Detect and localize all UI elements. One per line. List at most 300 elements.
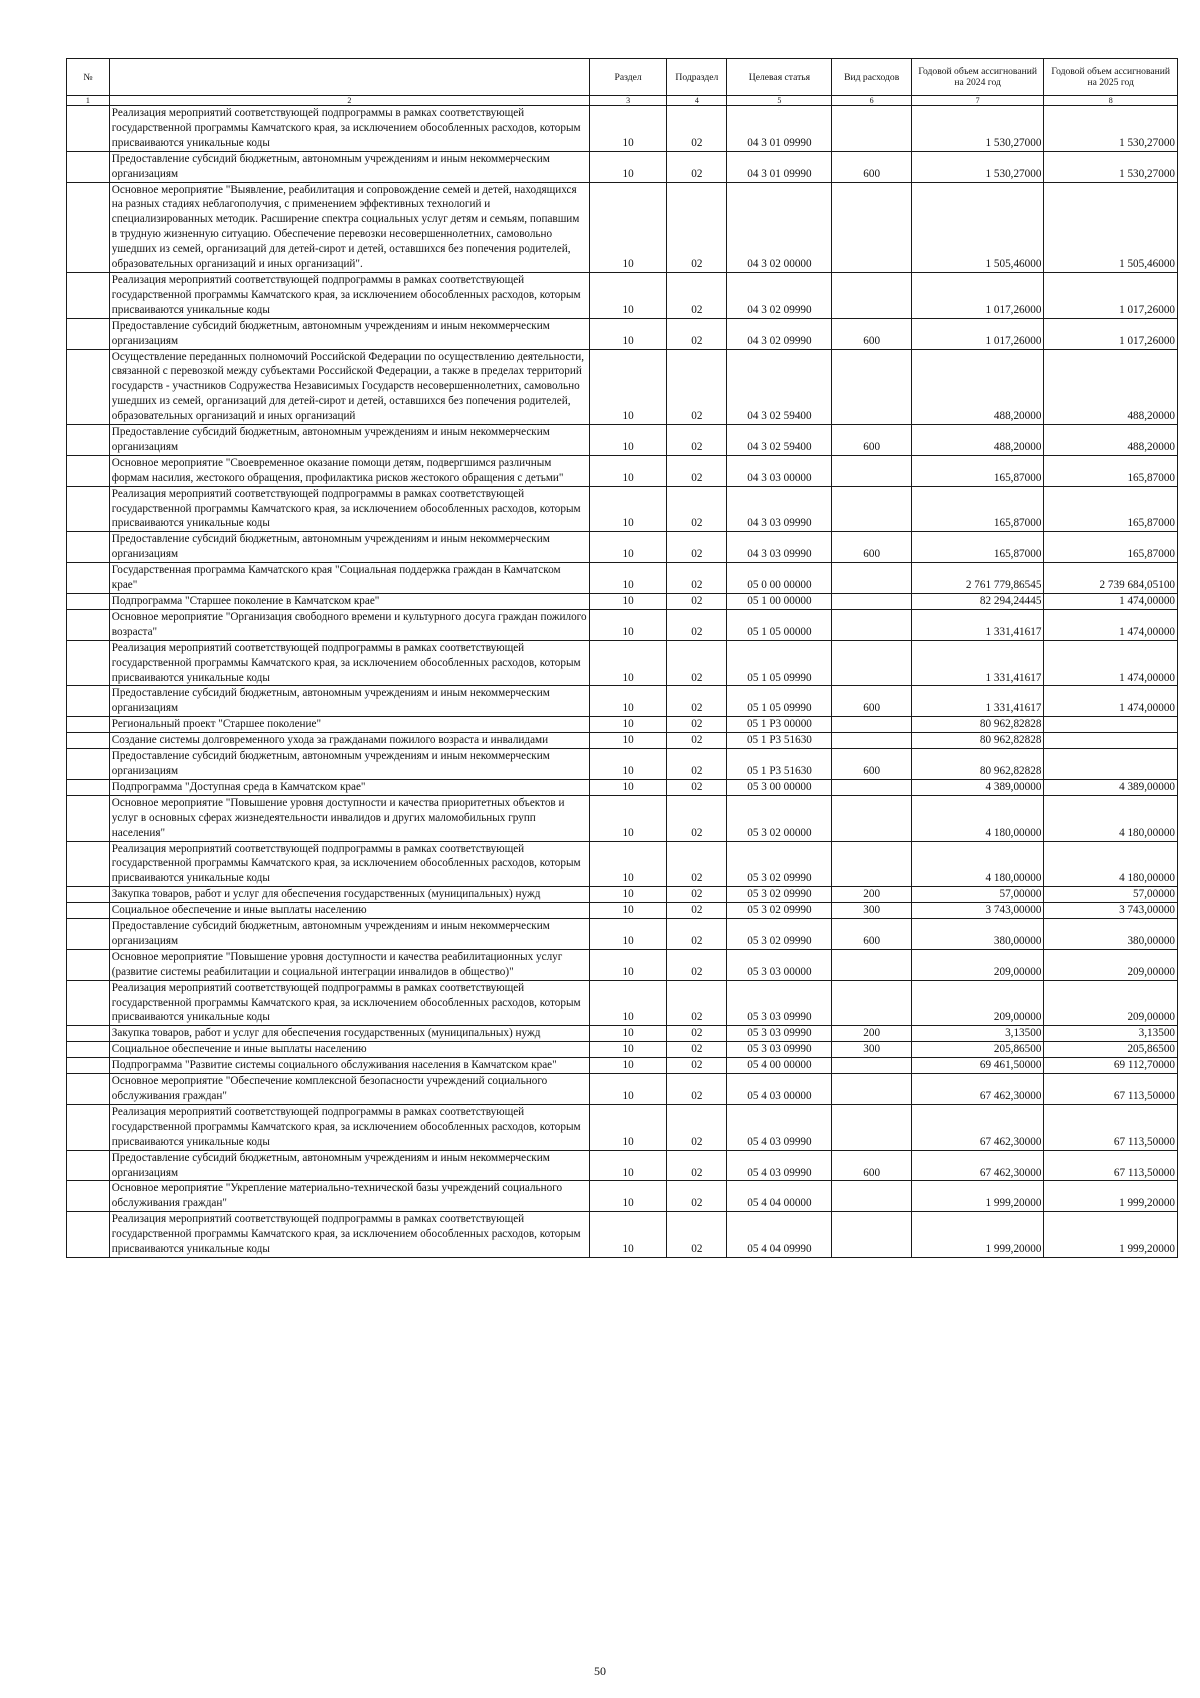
- row-expense-type-cell: [832, 563, 912, 594]
- row-expense-type-cell: 600: [832, 532, 912, 563]
- row-number-cell: [67, 318, 110, 349]
- row-razdel-cell: 10: [589, 455, 666, 486]
- row-target-article-cell: 05 3 03 00000: [727, 949, 832, 980]
- row-podrazdel-cell: 02: [667, 425, 727, 456]
- row-amount-2024-cell: 209,00000: [911, 980, 1044, 1026]
- row-amount-2024-cell: 488,20000: [911, 425, 1044, 456]
- row-razdel-cell: 10: [589, 106, 666, 152]
- row-number-cell: [67, 486, 110, 532]
- row-amount-2024-cell: 80 962,82828: [911, 717, 1044, 733]
- row-name-cell: Основное мероприятие "Повышение уровня доступности и качества приоритетных объектов и услуг в основных сферах жизнедеятельности инвалидов и других маломобильных групп населения": [109, 795, 589, 841]
- row-number-cell: [67, 749, 110, 780]
- row-amount-2025-cell: 1 505,46000: [1044, 182, 1178, 272]
- row-target-article-cell: 05 3 03 09990: [727, 1042, 832, 1058]
- row-expense-type-cell: [832, 182, 912, 272]
- row-name-cell: Реализация мероприятий соответствующей подпрограммы в рамках соответствующей государственной программы Камчатского края, за исключением обособленных расходов, которым присваиваются уникальные коды: [109, 841, 589, 887]
- row-podrazdel-cell: 02: [667, 1212, 727, 1258]
- row-amount-2025-cell: 3,13500: [1044, 1026, 1178, 1042]
- row-number-cell: [67, 594, 110, 610]
- row-expense-type-cell: 600: [832, 749, 912, 780]
- row-amount-2024-cell: 69 461,50000: [911, 1058, 1044, 1074]
- row-number-cell: [67, 532, 110, 563]
- row-podrazdel-cell: 02: [667, 841, 727, 887]
- row-amount-2025-cell: [1044, 717, 1178, 733]
- row-amount-2025-cell: 209,00000: [1044, 980, 1178, 1026]
- row-target-article-cell: 05 1 P3 51630: [727, 733, 832, 749]
- row-target-article-cell: 05 4 03 09990: [727, 1150, 832, 1181]
- table-row: [67, 749, 1178, 780]
- row-podrazdel-cell: 02: [667, 717, 727, 733]
- column-number-6: 6: [832, 96, 912, 106]
- row-name-cell: Реализация мероприятий соответствующей подпрограммы в рамках соответствующей государственной программы Камчатского края, за исключением обособленных расходов, которым присваиваются уникальные коды: [109, 106, 589, 152]
- row-razdel-cell: 10: [589, 640, 666, 686]
- row-amount-2025-cell: 1 474,00000: [1044, 686, 1178, 717]
- row-amount-2024-cell: 57,00000: [911, 887, 1044, 903]
- row-target-article-cell: 05 3 02 09990: [727, 887, 832, 903]
- header-expense-type: Вид расходов: [832, 59, 912, 96]
- row-amount-2025-cell: 165,87000: [1044, 486, 1178, 532]
- table-row: [67, 841, 1178, 887]
- row-expense-type-cell: 200: [832, 1026, 912, 1042]
- row-amount-2025-cell: 488,20000: [1044, 425, 1178, 456]
- row-expense-type-cell: 600: [832, 318, 912, 349]
- row-number-cell: [67, 980, 110, 1026]
- row-amount-2025-cell: 4 389,00000: [1044, 779, 1178, 795]
- table-row: [67, 106, 1178, 152]
- table-row: [67, 795, 1178, 841]
- table-row: [67, 949, 1178, 980]
- table-row: [67, 779, 1178, 795]
- row-number-cell: [67, 1104, 110, 1150]
- row-name-cell: Закупка товаров, работ и услуг для обеспечения государственных (муниципальных) нужд: [109, 1026, 589, 1042]
- row-podrazdel-cell: 02: [667, 887, 727, 903]
- row-expense-type-cell: [832, 1212, 912, 1258]
- row-podrazdel-cell: 02: [667, 182, 727, 272]
- row-name-cell: Основное мероприятие "Обеспечение комплексной безопасности учреждений социального обслуживания граждан": [109, 1074, 589, 1105]
- row-name-cell: Предоставление субсидий бюджетным, автономным учреждениям и иным некоммерческим организациям: [109, 1150, 589, 1181]
- row-razdel-cell: 10: [589, 151, 666, 182]
- column-number-5: 5: [727, 96, 832, 106]
- row-number-cell: [67, 563, 110, 594]
- row-amount-2025-cell: 165,87000: [1044, 532, 1178, 563]
- table-row: [67, 1104, 1178, 1150]
- row-podrazdel-cell: 02: [667, 1150, 727, 1181]
- row-amount-2025-cell: [1044, 733, 1178, 749]
- row-expense-type-cell: [832, 106, 912, 152]
- row-name-cell: Социальное обеспечение и иные выплаты населению: [109, 903, 589, 919]
- row-amount-2025-cell: 1 474,00000: [1044, 609, 1178, 640]
- row-razdel-cell: 10: [589, 425, 666, 456]
- table-row: [67, 349, 1178, 425]
- row-razdel-cell: 10: [589, 532, 666, 563]
- row-podrazdel-cell: 02: [667, 1026, 727, 1042]
- row-expense-type-cell: [832, 486, 912, 532]
- row-name-cell: Реализация мероприятий соответствующей подпрограммы в рамках соответствующей государственной программы Камчатского края, за исключением обособленных расходов, которым присваиваются уникальные коды: [109, 272, 589, 318]
- row-target-article-cell: 05 4 00 00000: [727, 1058, 832, 1074]
- row-name-cell: Реализация мероприятий соответствующей подпрограммы в рамках соответствующей государственной программы Камчатского края, за исключением обособленных расходов, которым присваиваются уникальные коды: [109, 1212, 589, 1258]
- row-number-cell: [67, 841, 110, 887]
- row-target-article-cell: 05 3 02 09990: [727, 903, 832, 919]
- row-expense-type-cell: [832, 949, 912, 980]
- row-number-cell: [67, 272, 110, 318]
- header-number: №: [67, 59, 110, 96]
- row-amount-2024-cell: 1 530,27000: [911, 106, 1044, 152]
- row-name-cell: Предоставление субсидий бюджетным, автономным учреждениям и иным некоммерческим организациям: [109, 425, 589, 456]
- row-name-cell: Реализация мероприятий соответствующей подпрограммы в рамках соответствующей государственной программы Камчатского края, за исключением обособленных расходов, которым присваиваются уникальные коды: [109, 980, 589, 1026]
- row-name-cell: Основное мероприятие "Повышение уровня доступности и качества реабилитационных услуг (развитие системы реабилитации и социальной интеграции инвалидов в общество)": [109, 949, 589, 980]
- row-podrazdel-cell: 02: [667, 795, 727, 841]
- row-expense-type-cell: [832, 455, 912, 486]
- row-razdel-cell: 10: [589, 486, 666, 532]
- row-podrazdel-cell: 02: [667, 318, 727, 349]
- row-podrazdel-cell: 02: [667, 609, 727, 640]
- row-number-cell: [67, 1181, 110, 1212]
- row-number-cell: [67, 182, 110, 272]
- row-target-article-cell: 05 3 02 09990: [727, 919, 832, 950]
- table-row: [67, 717, 1178, 733]
- row-number-cell: [67, 106, 110, 152]
- table-header: [67, 59, 1178, 106]
- row-name-cell: Государственная программа Камчатского края "Социальная поддержка граждан в Камчатском крае": [109, 563, 589, 594]
- row-number-cell: [67, 1212, 110, 1258]
- row-name-cell: Социальное обеспечение и иные выплаты населению: [109, 1042, 589, 1058]
- table-row: [67, 455, 1178, 486]
- header-year-2024: Годовой объем ассигнований на 2024 год: [911, 59, 1044, 96]
- row-razdel-cell: 10: [589, 1042, 666, 1058]
- row-target-article-cell: 04 3 03 09990: [727, 486, 832, 532]
- row-amount-2024-cell: 1 999,20000: [911, 1181, 1044, 1212]
- row-podrazdel-cell: 02: [667, 455, 727, 486]
- row-razdel-cell: 10: [589, 272, 666, 318]
- row-name-cell: Региональный проект "Старшее поколение": [109, 717, 589, 733]
- header-podrazdel: Подраздел: [667, 59, 727, 96]
- table-row: [67, 1212, 1178, 1258]
- row-expense-type-cell: 600: [832, 151, 912, 182]
- row-target-article-cell: 04 3 01 09990: [727, 151, 832, 182]
- row-number-cell: [67, 733, 110, 749]
- row-target-article-cell: 04 3 02 09990: [727, 272, 832, 318]
- table-row: [67, 609, 1178, 640]
- row-target-article-cell: 05 1 P3 00000: [727, 717, 832, 733]
- row-amount-2024-cell: 1 017,26000: [911, 318, 1044, 349]
- row-podrazdel-cell: 02: [667, 733, 727, 749]
- row-target-article-cell: 04 3 02 09990: [727, 318, 832, 349]
- row-number-cell: [67, 455, 110, 486]
- row-number-cell: [67, 903, 110, 919]
- row-razdel-cell: 10: [589, 349, 666, 425]
- row-number-cell: [67, 919, 110, 950]
- row-podrazdel-cell: 02: [667, 106, 727, 152]
- row-razdel-cell: 10: [589, 903, 666, 919]
- row-name-cell: Основное мероприятие "Своевременное оказание помощи детям, подвергшимся различным формам насилия, жестокого обращения, профилактика рисков жестокого обращения с детьми": [109, 455, 589, 486]
- row-podrazdel-cell: 02: [667, 1104, 727, 1150]
- row-amount-2024-cell: 165,87000: [911, 532, 1044, 563]
- row-amount-2025-cell: 209,00000: [1044, 949, 1178, 980]
- row-name-cell: Предоставление субсидий бюджетным, автономным учреждениям и иным некоммерческим организациям: [109, 151, 589, 182]
- row-name-cell: Подпрограмма "Старшее поколение в Камчатском крае": [109, 594, 589, 610]
- row-target-article-cell: 05 0 00 00000: [727, 563, 832, 594]
- row-expense-type-cell: [832, 1104, 912, 1150]
- row-expense-type-cell: [832, 640, 912, 686]
- column-number-1: 1: [67, 96, 110, 106]
- row-podrazdel-cell: 02: [667, 532, 727, 563]
- row-amount-2024-cell: 4 180,00000: [911, 841, 1044, 887]
- row-podrazdel-cell: 02: [667, 1058, 727, 1074]
- header-name: [109, 59, 589, 96]
- row-number-cell: [67, 887, 110, 903]
- row-number-cell: [67, 425, 110, 456]
- row-amount-2024-cell: 4 180,00000: [911, 795, 1044, 841]
- row-expense-type-cell: 300: [832, 903, 912, 919]
- row-expense-type-cell: [832, 779, 912, 795]
- row-number-cell: [67, 1042, 110, 1058]
- row-razdel-cell: 10: [589, 795, 666, 841]
- row-podrazdel-cell: 02: [667, 349, 727, 425]
- row-razdel-cell: 10: [589, 594, 666, 610]
- row-amount-2024-cell: 1 331,41617: [911, 640, 1044, 686]
- row-amount-2024-cell: 82 294,24445: [911, 594, 1044, 610]
- table-row: [67, 1150, 1178, 1181]
- row-amount-2024-cell: 1 999,20000: [911, 1212, 1044, 1258]
- row-amount-2025-cell: 3 743,00000: [1044, 903, 1178, 919]
- column-number-2: 2: [109, 96, 589, 106]
- row-target-article-cell: 05 4 04 09990: [727, 1212, 832, 1258]
- row-name-cell: Предоставление субсидий бюджетным, автономным учреждениям и иным некоммерческим организациям: [109, 919, 589, 950]
- row-podrazdel-cell: 02: [667, 980, 727, 1026]
- row-amount-2024-cell: 80 962,82828: [911, 733, 1044, 749]
- row-name-cell: Предоставление субсидий бюджетным, автономным учреждениям и иным некоммерческим организациям: [109, 318, 589, 349]
- row-expense-type-cell: 600: [832, 1150, 912, 1181]
- row-amount-2024-cell: 488,20000: [911, 349, 1044, 425]
- row-target-article-cell: 05 4 03 09990: [727, 1104, 832, 1150]
- row-target-article-cell: 04 3 02 00000: [727, 182, 832, 272]
- row-podrazdel-cell: 02: [667, 1181, 727, 1212]
- row-number-cell: [67, 349, 110, 425]
- row-razdel-cell: 10: [589, 1074, 666, 1105]
- row-razdel-cell: 10: [589, 949, 666, 980]
- row-amount-2024-cell: 1 505,46000: [911, 182, 1044, 272]
- row-number-cell: [67, 1026, 110, 1042]
- column-number-3: 3: [589, 96, 666, 106]
- row-expense-type-cell: 600: [832, 425, 912, 456]
- row-expense-type-cell: [832, 609, 912, 640]
- row-podrazdel-cell: 02: [667, 594, 727, 610]
- table-row: [67, 1058, 1178, 1074]
- row-amount-2024-cell: 67 462,30000: [911, 1074, 1044, 1105]
- row-amount-2025-cell: 1 474,00000: [1044, 594, 1178, 610]
- header-target-article: Целевая статья: [727, 59, 832, 96]
- row-razdel-cell: 10: [589, 733, 666, 749]
- row-amount-2024-cell: 1 331,41617: [911, 686, 1044, 717]
- row-number-cell: [67, 949, 110, 980]
- row-razdel-cell: 10: [589, 717, 666, 733]
- row-podrazdel-cell: 02: [667, 749, 727, 780]
- row-amount-2024-cell: 3 743,00000: [911, 903, 1044, 919]
- row-expense-type-cell: [832, 594, 912, 610]
- table-row: [67, 640, 1178, 686]
- row-name-cell: Закупка товаров, работ и услуг для обеспечения государственных (муниципальных) нужд: [109, 887, 589, 903]
- row-amount-2025-cell: 1 474,00000: [1044, 640, 1178, 686]
- row-razdel-cell: 10: [589, 1058, 666, 1074]
- table-row: [67, 318, 1178, 349]
- row-amount-2025-cell: 380,00000: [1044, 919, 1178, 950]
- row-expense-type-cell: [832, 795, 912, 841]
- row-target-article-cell: 05 4 04 00000: [727, 1181, 832, 1212]
- row-number-cell: [67, 640, 110, 686]
- table-row: [67, 903, 1178, 919]
- row-name-cell: Предоставление субсидий бюджетным, автономным учреждениям и иным некоммерческим организациям: [109, 532, 589, 563]
- row-expense-type-cell: 600: [832, 686, 912, 717]
- row-name-cell: Основное мероприятие "Организация свободного времени и культурного досуга граждан пожилого возраста": [109, 609, 589, 640]
- row-expense-type-cell: [832, 1058, 912, 1074]
- row-razdel-cell: 10: [589, 1026, 666, 1042]
- table-row: [67, 182, 1178, 272]
- row-expense-type-cell: 300: [832, 1042, 912, 1058]
- column-number-4: 4: [667, 96, 727, 106]
- row-target-article-cell: 04 3 02 59400: [727, 349, 832, 425]
- row-amount-2025-cell: 1 017,26000: [1044, 272, 1178, 318]
- row-amount-2024-cell: 2 761 779,86545: [911, 563, 1044, 594]
- row-amount-2025-cell: 69 112,70000: [1044, 1058, 1178, 1074]
- row-name-cell: Реализация мероприятий соответствующей подпрограммы в рамках соответствующей государственной программы Камчатского края, за исключением обособленных расходов, которым присваиваются уникальные коды: [109, 640, 589, 686]
- row-amount-2025-cell: 67 113,50000: [1044, 1074, 1178, 1105]
- row-number-cell: [67, 717, 110, 733]
- row-amount-2025-cell: 67 113,50000: [1044, 1104, 1178, 1150]
- row-target-article-cell: 05 1 P3 51630: [727, 749, 832, 780]
- row-name-cell: Подпрограмма "Доступная среда в Камчатском крае": [109, 779, 589, 795]
- row-number-cell: [67, 609, 110, 640]
- row-target-article-cell: 05 1 05 00000: [727, 609, 832, 640]
- row-target-article-cell: 05 4 03 00000: [727, 1074, 832, 1105]
- row-name-cell: Создание системы долговременного ухода за гражданами пожилого возраста и инвалидами: [109, 733, 589, 749]
- row-razdel-cell: 10: [589, 1104, 666, 1150]
- row-target-article-cell: 05 3 03 09990: [727, 1026, 832, 1042]
- row-number-cell: [67, 1150, 110, 1181]
- table-row: [67, 686, 1178, 717]
- table-row: [67, 980, 1178, 1026]
- header-year-2025: Годовой объем ассигнований на 2025 год: [1044, 59, 1178, 96]
- table-row: [67, 1074, 1178, 1105]
- row-amount-2025-cell: 1 999,20000: [1044, 1181, 1178, 1212]
- row-number-cell: [67, 151, 110, 182]
- row-name-cell: Реализация мероприятий соответствующей подпрограммы в рамках соответствующей государственной программы Камчатского края, за исключением обособленных расходов, которым присваиваются уникальные коды: [109, 1104, 589, 1150]
- budget-table: [66, 58, 1178, 1258]
- row-amount-2024-cell: 1 017,26000: [911, 272, 1044, 318]
- row-number-cell: [67, 1058, 110, 1074]
- table-row: [67, 887, 1178, 903]
- row-razdel-cell: 10: [589, 1150, 666, 1181]
- row-podrazdel-cell: 02: [667, 272, 727, 318]
- table-body: [67, 106, 1178, 1258]
- row-podrazdel-cell: 02: [667, 640, 727, 686]
- row-expense-type-cell: 600: [832, 919, 912, 950]
- row-razdel-cell: 10: [589, 609, 666, 640]
- row-podrazdel-cell: 02: [667, 1074, 727, 1105]
- row-expense-type-cell: [832, 349, 912, 425]
- row-name-cell: Осуществление переданных полномочий Российской Федерации по осуществлению деятельности, связанной с перевозкой между субъектами Российской Федерации, а также в пределах территорий государств - участников Содружества Независимых Государств несовершеннолетних, самовольно ушедших из семей, организаций для детей-сирот и детей, оставшихся без попечения родителей, образовательных организаций и иных организаций: [109, 349, 589, 425]
- row-expense-type-cell: [832, 1074, 912, 1105]
- row-expense-type-cell: [832, 272, 912, 318]
- row-name-cell: Основное мероприятие "Выявление, реабилитация и сопровождение семей и детей, находящихся на разных стадиях неблагополучия, с применением эффективных технологий и специализированных методик. Расширение спектра социальных услуг детям и семьям, попавшим в трудную жизненную ситуацию. Обеспечение перевозки несовершеннолетних, самовольно ушедших из семей, организаций для детей-сирот и детей, оставшихся без попечения родителей, образовательных организаций и иных организаций".: [109, 182, 589, 272]
- row-target-article-cell: 04 3 01 09990: [727, 106, 832, 152]
- row-podrazdel-cell: 02: [667, 779, 727, 795]
- row-amount-2025-cell: 2 739 684,05100: [1044, 563, 1178, 594]
- row-razdel-cell: 10: [589, 182, 666, 272]
- row-podrazdel-cell: 02: [667, 949, 727, 980]
- row-expense-type-cell: [832, 841, 912, 887]
- row-amount-2024-cell: 1 530,27000: [911, 151, 1044, 182]
- row-razdel-cell: 10: [589, 887, 666, 903]
- row-amount-2024-cell: 205,86500: [911, 1042, 1044, 1058]
- row-amount-2024-cell: 380,00000: [911, 919, 1044, 950]
- row-podrazdel-cell: 02: [667, 1042, 727, 1058]
- row-target-article-cell: 05 1 05 09990: [727, 686, 832, 717]
- table-row: [67, 151, 1178, 182]
- row-target-article-cell: 04 3 03 00000: [727, 455, 832, 486]
- row-amount-2024-cell: 80 962,82828: [911, 749, 1044, 780]
- table-row: [67, 733, 1178, 749]
- row-name-cell: Основное мероприятие "Укрепление материально-технической базы учреждений социального обслуживания граждан": [109, 1181, 589, 1212]
- table-row: [67, 1181, 1178, 1212]
- row-amount-2025-cell: 57,00000: [1044, 887, 1178, 903]
- row-amount-2025-cell: 488,20000: [1044, 349, 1178, 425]
- row-amount-2025-cell: 1 999,20000: [1044, 1212, 1178, 1258]
- table-row: [67, 486, 1178, 532]
- row-target-article-cell: 04 3 02 59400: [727, 425, 832, 456]
- row-razdel-cell: 10: [589, 1181, 666, 1212]
- row-razdel-cell: 10: [589, 1212, 666, 1258]
- row-podrazdel-cell: 02: [667, 486, 727, 532]
- row-number-cell: [67, 795, 110, 841]
- table-row: [67, 919, 1178, 950]
- row-name-cell: Предоставление субсидий бюджетным, автономным учреждениям и иным некоммерческим организациям: [109, 749, 589, 780]
- table-row: [67, 425, 1178, 456]
- row-amount-2024-cell: 165,87000: [911, 455, 1044, 486]
- row-razdel-cell: 10: [589, 841, 666, 887]
- table-row: [67, 563, 1178, 594]
- row-target-article-cell: 05 3 00 00000: [727, 779, 832, 795]
- table-row: [67, 1042, 1178, 1058]
- row-amount-2025-cell: 1 530,27000: [1044, 151, 1178, 182]
- row-amount-2024-cell: 1 331,41617: [911, 609, 1044, 640]
- row-razdel-cell: 10: [589, 980, 666, 1026]
- row-amount-2025-cell: 1 530,27000: [1044, 106, 1178, 152]
- row-amount-2024-cell: 4 389,00000: [911, 779, 1044, 795]
- row-podrazdel-cell: 02: [667, 686, 727, 717]
- row-number-cell: [67, 779, 110, 795]
- row-target-article-cell: 05 3 02 09990: [727, 841, 832, 887]
- row-target-article-cell: 05 1 00 00000: [727, 594, 832, 610]
- row-expense-type-cell: [832, 1181, 912, 1212]
- row-amount-2024-cell: 3,13500: [911, 1026, 1044, 1042]
- row-target-article-cell: 04 3 03 09990: [727, 532, 832, 563]
- row-target-article-cell: 05 3 03 09990: [727, 980, 832, 1026]
- row-target-article-cell: 05 1 05 09990: [727, 640, 832, 686]
- row-amount-2024-cell: 209,00000: [911, 949, 1044, 980]
- table-row: [67, 1026, 1178, 1042]
- row-razdel-cell: 10: [589, 749, 666, 780]
- row-amount-2025-cell: 205,86500: [1044, 1042, 1178, 1058]
- header-razdel: Раздел: [589, 59, 666, 96]
- row-amount-2024-cell: 165,87000: [911, 486, 1044, 532]
- row-expense-type-cell: [832, 717, 912, 733]
- page-number: 50: [594, 1664, 606, 1678]
- row-number-cell: [67, 686, 110, 717]
- column-number-8: 8: [1044, 96, 1178, 106]
- row-podrazdel-cell: 02: [667, 151, 727, 182]
- row-razdel-cell: 10: [589, 919, 666, 950]
- row-amount-2024-cell: 67 462,30000: [911, 1104, 1044, 1150]
